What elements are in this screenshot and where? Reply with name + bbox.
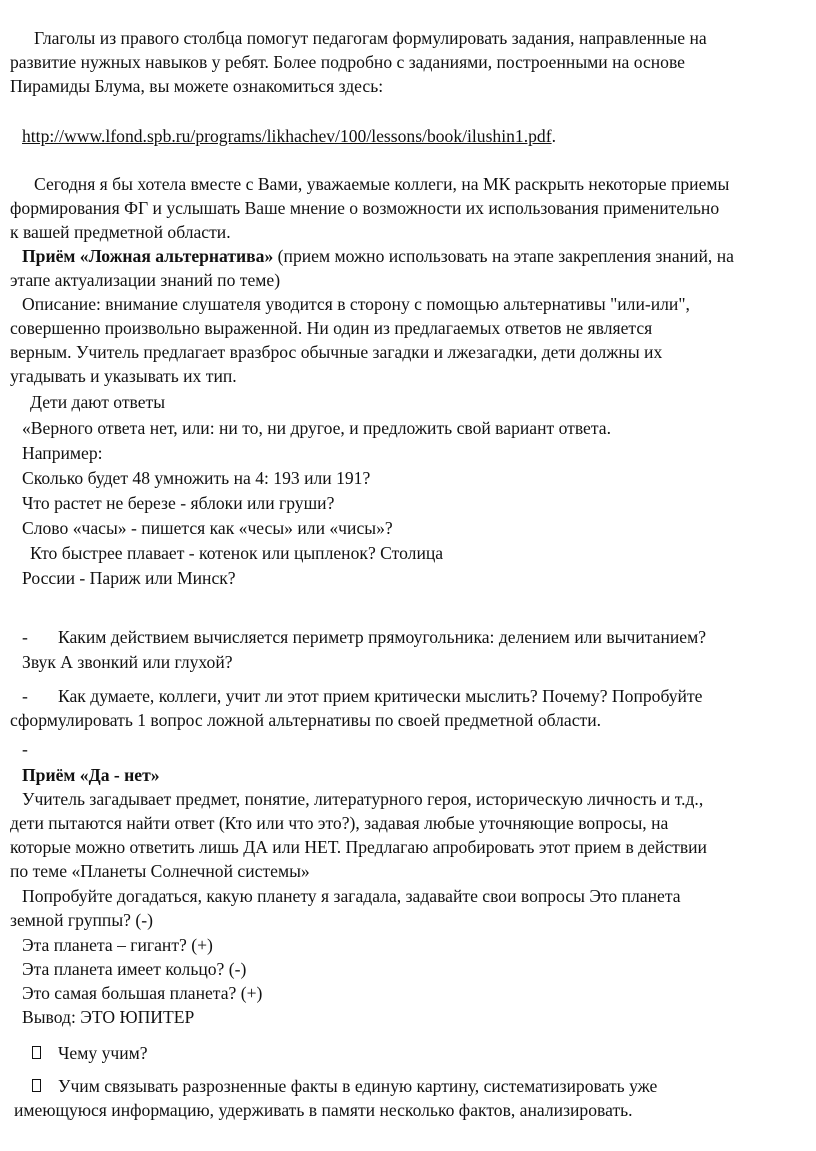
description-line-3: верным. Учитель предлагает вразброс обычные загадки и лжезагадки, дети должны их [10,342,663,362]
dash-marker-1: - [22,627,28,647]
bullet-item-2: Учим связывать разрозненные факты в единую картину, систематизировать уже [58,1076,658,1096]
link-trailer: . [551,126,556,146]
bullet-box-icon [32,1046,41,1059]
dash-marker-3: - [22,739,28,759]
description-line-4: угадывать и указывать их тип. [10,366,237,386]
children-answer: Дети дают ответы [30,392,166,412]
dash-item-2: Как думаете, коллеги, учит ли этот прием критически мыслить? Почему? Попробуйте [58,686,703,706]
technique1-rest: (прием можно использовать на этапе закрепления знаний, на [273,246,734,266]
technique1-title: Приём «Ложная альтернатива» [22,246,274,266]
question-2: Эта планета имеет кольцо? (-) [22,959,247,979]
answer-quote: «Верного ответа нет, или: ни то, ни другое, и предложить свой вариант ответа. [22,418,611,438]
teacher-line-2: дети пытаются найти ответ (Кто или что это?), задавая любые уточняющие вопросы, на [10,813,669,833]
teacher-line-1: Учитель загадывает предмет, понятие, литературного героя, историческую личность и т.д., [22,789,704,809]
question-3: Это самая большая планета? (+) [22,983,263,1003]
intro-line-2: развитие нужных навыков у ребят. Более подробно с заданиями, построенными на основе [10,52,685,72]
dash-item-1: Каким действием вычисляется периметр прямоугольника: делением или вычитанием? [58,627,707,647]
dash-marker-2: - [22,686,28,706]
bullet-item-1: Чему учим? [58,1043,148,1063]
example-4: Кто быстрее плавает - котенок или цыпленок? Столица [30,543,444,563]
today-line-3: к вашей предметной области. [10,222,231,242]
guess-line-2: земной группы? (-) [10,910,153,930]
teacher-line-4: по теме «Планеты Солнечной системы» [10,861,310,881]
technique1-line-2: этапе актуализации знаний по теме) [10,270,281,290]
dash-item-1-line-2: Звук А звонкий или глухой? [22,652,233,672]
technique2-title: Приём «Да - нет» [22,765,160,785]
today-line-2: формирования ФГ и услышать Ваше мнение о возможности их использования применительно [10,198,720,218]
bullet-item-2-line-2: имеющуюся информацию, удерживать в памяти несколько фактов, анализировать. [14,1100,633,1120]
link-line [22,124,556,148]
example-label: Например: [22,443,103,463]
dash-item-2-line-2: сформулировать 1 вопрос ложной альтернативы по своей предметной области. [10,710,602,730]
guess-line-1: Попробуйте догадаться, какую планету я загадала, задавайте свои вопросы Это планета [22,886,681,906]
teacher-line-3: которые можно ответить лишь ДА или НЕТ. Предлагаю апробировать этот прием в действии [10,837,707,857]
example-3: Слово «часы» - пишется как «чесы» или «чисы»? [22,518,393,538]
example-5: России - Париж или Минск? [22,568,236,588]
description-line-1: Описание: внимание слушателя уводится в сторону с помощью альтернативы "или-или", [22,294,690,314]
example-2: Что растет не березе - яблоки или груши? [22,493,335,513]
today-line-1: Сегодня я бы хотела вместе с Вами, уважаемые коллеги, на МК раскрыть некоторые приемы [34,174,730,194]
bullet-box-icon [32,1079,41,1092]
question-1: Эта планета – гигант? (+) [22,935,213,955]
conclusion: Вывод: ЭТО ЮПИТЕР [22,1007,195,1027]
technique1-line-1 [22,244,734,268]
intro-line-3: Пирамиды Блума, вы можете ознакомиться здесь: [10,76,384,96]
pdf-link[interactable]: http://www.lfond.spb.ru/programs/likhachev/100/lessons/book/ilushin1.pdf [22,126,552,146]
description-line-2: совершенно произвольно выраженной. Ни один из предлагаемых ответов не является [10,318,653,338]
example-1: Сколько будет 48 умножить на 4: 193 или 191? [22,468,371,488]
intro-line-1: Глаголы из правого столбца помогут педагогам формулировать задания, направленные на [34,28,707,48]
